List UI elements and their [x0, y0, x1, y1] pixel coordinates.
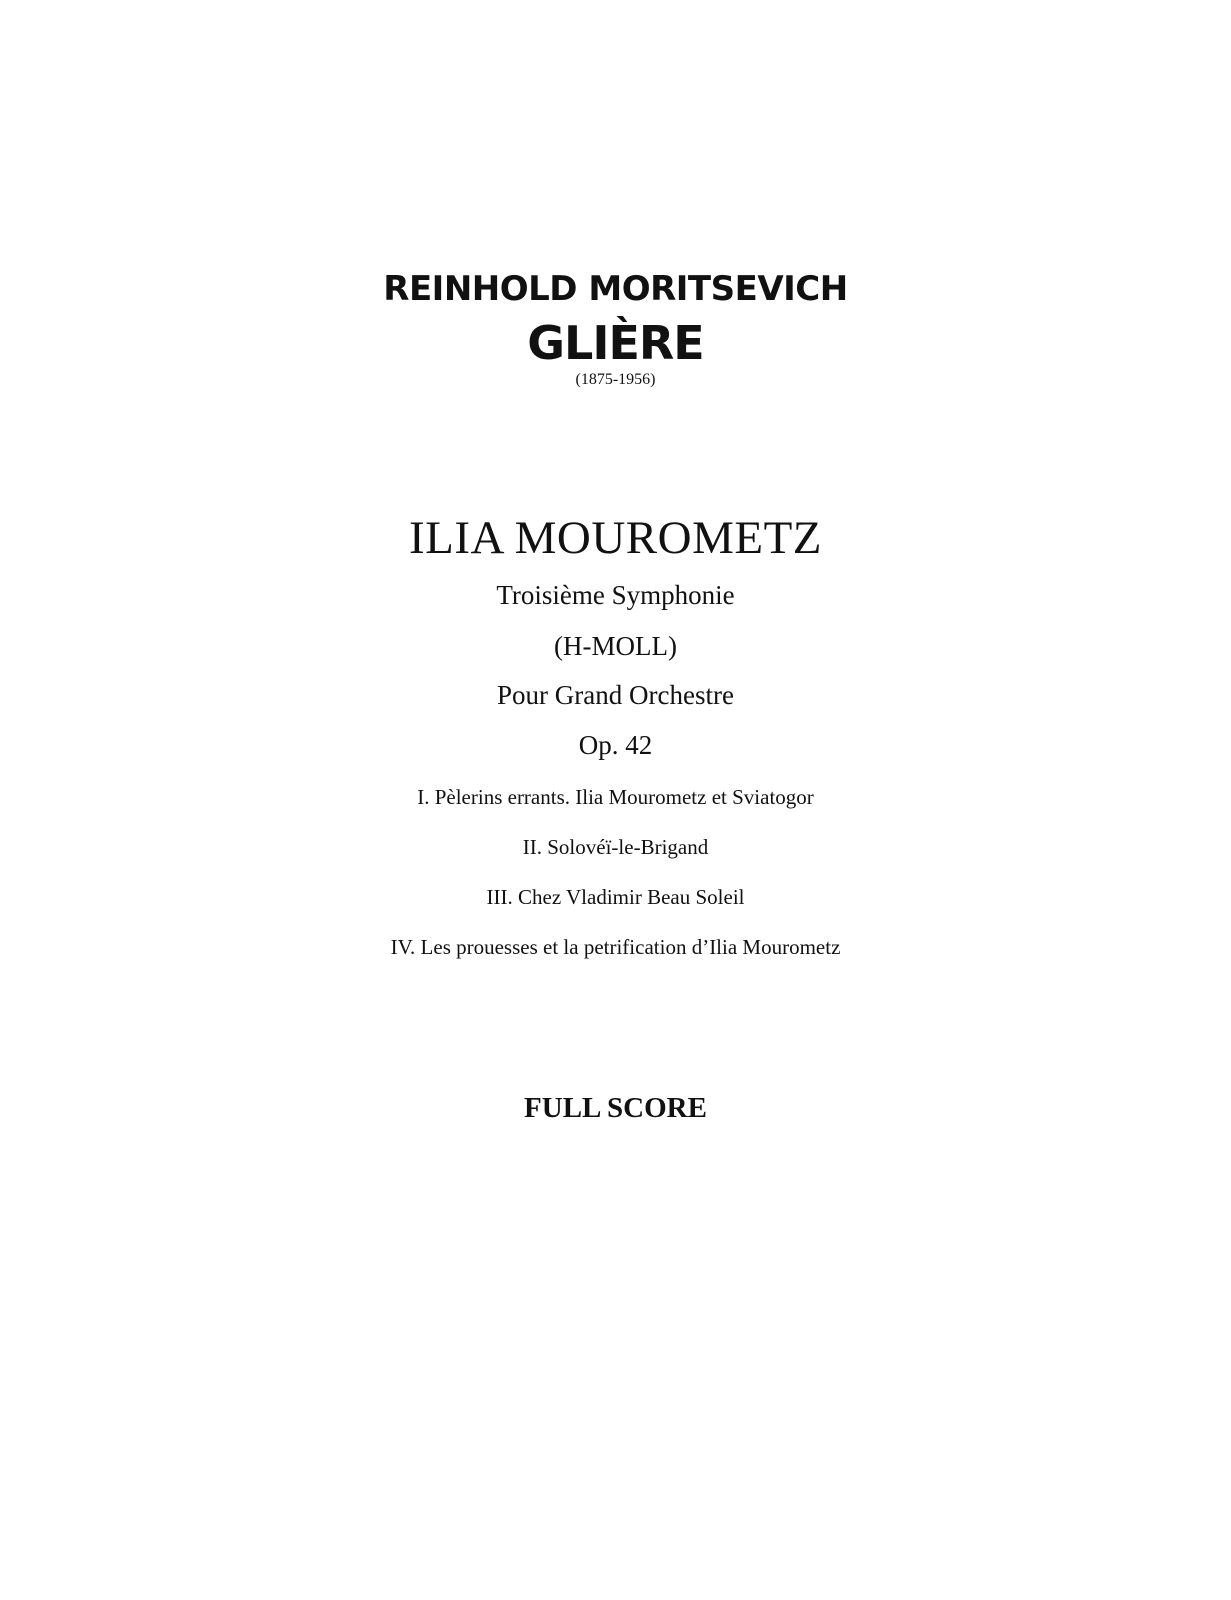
- composer-dates: (1875-1956): [575, 371, 656, 388]
- work-title: ILIA MOUROMETZ: [409, 512, 822, 564]
- movement-3: III. Chez Vladimir Beau Soleil: [486, 885, 745, 909]
- work-subtitle: Troisième Symphonie: [496, 580, 735, 610]
- work-key: (H-MOLL): [554, 631, 677, 661]
- opus-number: Op. 42: [578, 730, 653, 760]
- composer-surname: GLIÈRE: [527, 316, 704, 370]
- score-type: FULL SCORE: [524, 1092, 707, 1124]
- work-instrumentation: Pour Grand Orchestre: [497, 680, 734, 710]
- movement-2: II. Solovéï-le-Brigand: [522, 835, 709, 859]
- movement-4: IV. Les prouesses et la petrification d’Ilia Mourometz: [390, 935, 841, 959]
- composer-first-names: REINHOLD MORITSEVICH: [383, 269, 848, 309]
- movement-1: I. Pèlerins errants. Ilia Mourometz et Sviatogor: [417, 785, 814, 809]
